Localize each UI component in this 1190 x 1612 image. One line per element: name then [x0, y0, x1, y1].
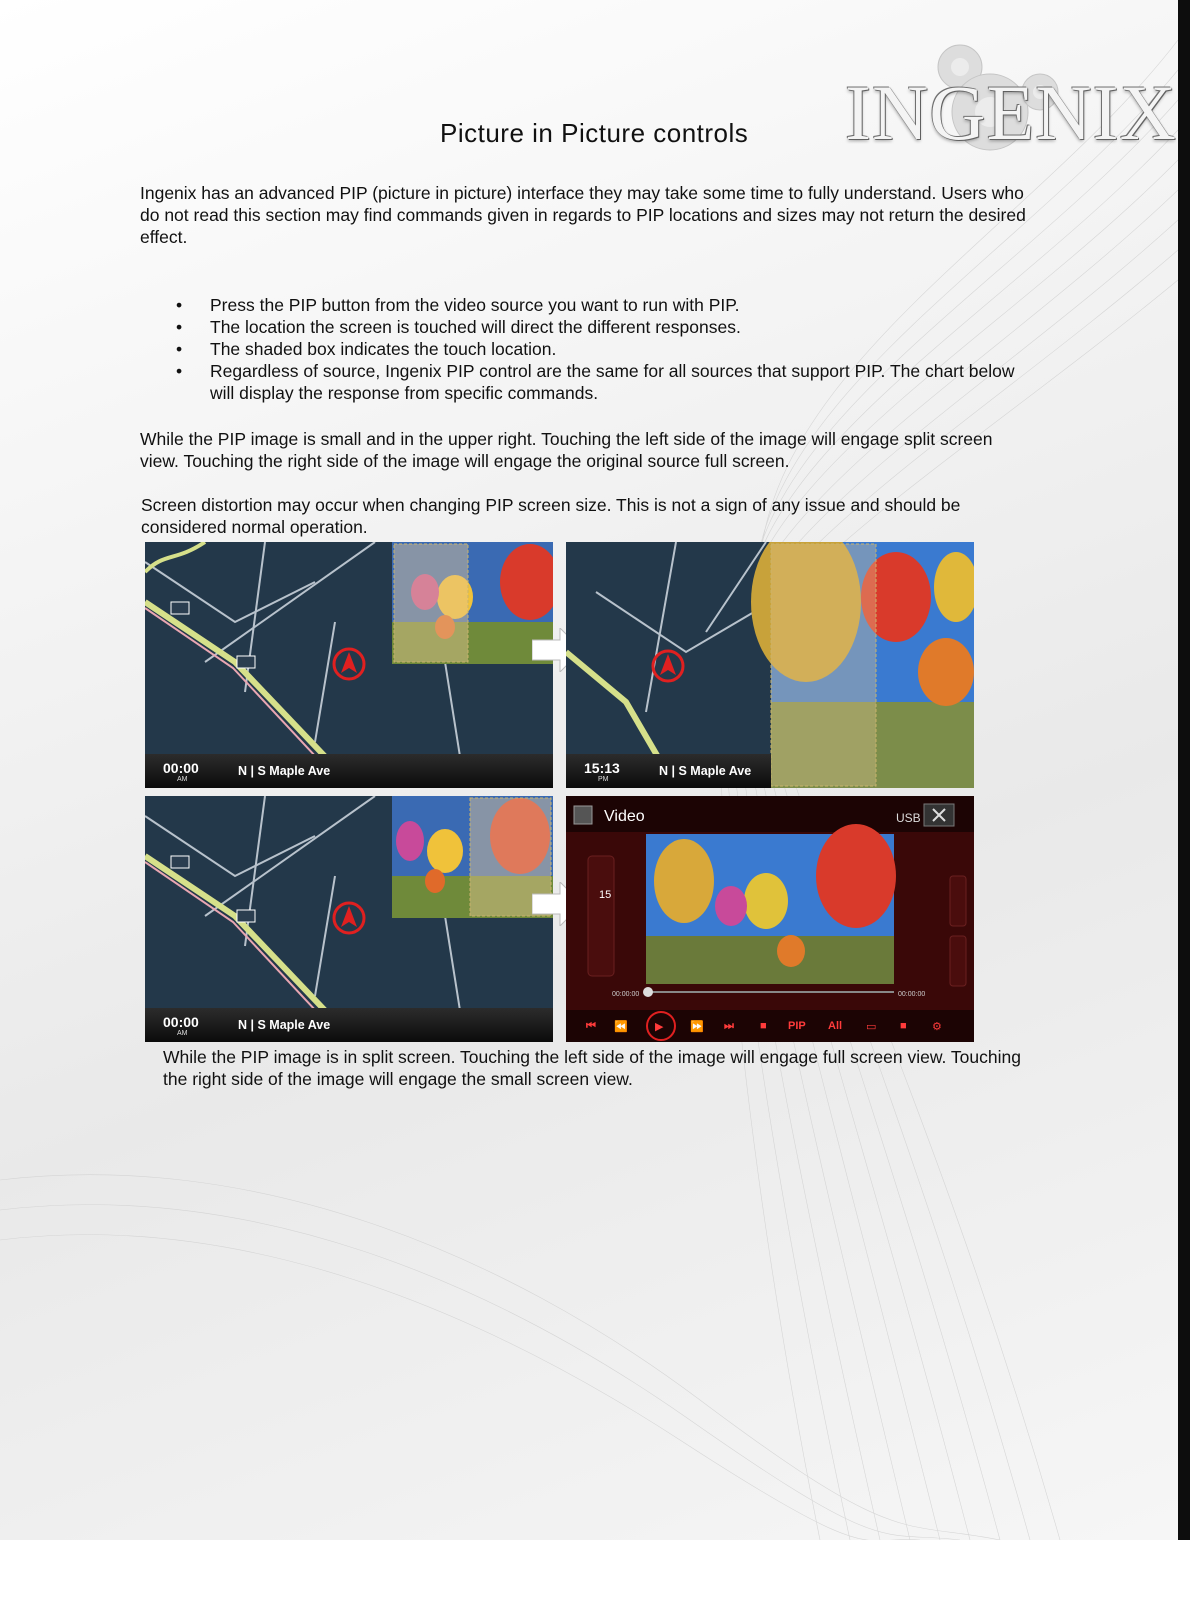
video-title: Video — [604, 808, 645, 825]
am-pm-indicator: PM — [598, 776, 609, 783]
ingenix-logo — [845, 32, 1177, 172]
instruction-list — [172, 294, 1032, 404]
status-bar — [145, 754, 553, 788]
folder-icon[interactable]: ■ — [900, 1020, 907, 1032]
am-pm-indicator: AM — [177, 1030, 188, 1037]
pip-button[interactable]: PIP — [788, 1020, 806, 1032]
fast-forward-icon[interactable]: ⏩ — [690, 1021, 704, 1033]
video-player-frame — [566, 796, 974, 1042]
clock: 00:00 — [163, 760, 199, 776]
rewind-icon[interactable]: ⏪ — [614, 1021, 628, 1033]
bullet-marker: • — [176, 295, 183, 315]
logo-text: INGENIX — [845, 69, 1177, 156]
repeat-all-button[interactable]: All — [828, 1020, 843, 1032]
split-screen-caption: While the PIP image is in split screen. Touching the left side of the image will engage full screen view. Touching the right side of the image will engage the small screen view. — [163, 1047, 1021, 1089]
street-name: N | S Maple Ave — [238, 1018, 331, 1032]
street-name: N | S Maple Ave — [238, 764, 331, 778]
source-label[interactable]: USB — [896, 811, 921, 825]
stop-icon[interactable]: ■ — [760, 1020, 767, 1032]
list-item — [172, 316, 1032, 338]
distortion-paragraph: Screen distortion may occur when changing PIP screen size. This is not a sign of any issue and should be considered normal operation. — [141, 495, 961, 537]
pip-small-paragraph: While the PIP image is small and in the upper right. Touching the left side of the image will engage split screen view. Touching the right side of the image will engage the original source full screen. — [140, 429, 993, 471]
list-item-text: Press the PIP button from the video source you want to run with PIP. — [210, 295, 740, 315]
nav-screen-pip-small-right — [145, 796, 553, 1042]
clock: 15:13 — [584, 760, 620, 776]
volume-level: 15 — [599, 889, 612, 901]
bullet-marker: • — [176, 339, 183, 359]
intro-paragraph: Ingenix has an advanced PIP (picture in picture) interface they may take some time to fully understand. Users who do not read this section may find commands given in regards to PIP locations and sizes may not return the desired effect. — [140, 183, 1026, 247]
list-item — [172, 360, 1032, 404]
status-bar — [145, 1008, 553, 1042]
elapsed-time: 00:00:00 — [612, 991, 640, 998]
video-player-screen — [566, 796, 974, 1042]
clock: 00:00 — [163, 1014, 199, 1030]
list-item-text: The location the screen is touched will direct the different responses. — [210, 317, 741, 337]
list-item-text: The shaded box indicates the touch location. — [210, 339, 557, 359]
list-item — [172, 294, 1032, 316]
play-icon[interactable]: ▶ — [655, 1021, 664, 1033]
skip-back-icon[interactable]: ⏮ — [586, 1020, 596, 1032]
page-title: Picture in Picture controls — [440, 118, 749, 148]
skip-forward-icon[interactable]: ⏭ — [724, 1020, 734, 1032]
status-bar — [566, 754, 771, 788]
right-edge-bar — [1178, 0, 1190, 1540]
am-pm-indicator: AM — [177, 776, 188, 783]
bottom-margin — [0, 1540, 1190, 1612]
total-time: 00:00:00 — [898, 991, 926, 998]
nav-screen-pip-small — [145, 542, 553, 788]
settings-gear-icon[interactable]: ⚙ — [932, 1021, 942, 1033]
bullet-marker: • — [176, 361, 183, 381]
aspect-ratio-icon[interactable]: ▭ — [866, 1021, 877, 1033]
nav-screen-split-view — [566, 542, 974, 788]
list-item — [172, 338, 1032, 360]
map-view — [566, 542, 974, 788]
street-name: N | S Maple Ave — [659, 764, 752, 778]
map-view — [145, 796, 553, 1042]
map-view — [145, 542, 553, 788]
bullet-marker: • — [176, 317, 183, 337]
list-item-text: Regardless of source, Ingenix PIP control are the same for all sources that support PIP. The chart below will display the response from specific commands. — [210, 361, 1015, 403]
